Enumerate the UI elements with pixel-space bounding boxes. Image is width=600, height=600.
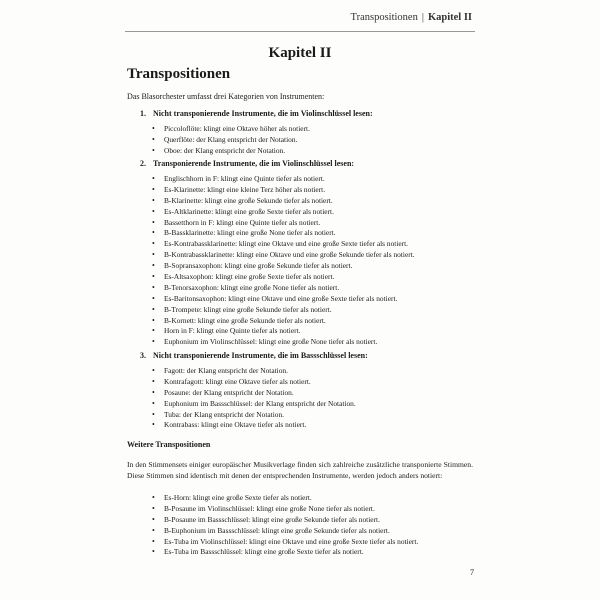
- list-item: • Es-Kontrabassklarinette: klingt eine Oktave und eine große Sexte tiefer als notiert.: [164, 239, 477, 250]
- instrument-list: [127, 124, 477, 157]
- group-number: 1.: [140, 109, 146, 118]
- list-item: • Es-Altklarinette: klingt eine große Sexte tiefer als notiert.: [164, 207, 477, 218]
- list-item: • B-Euphonium im Bassschlüssel: klingt eine große Sekunde tiefer als notiert.: [164, 526, 477, 537]
- list-item: • B-Sopransaxophon: klingt eine große Sekunde tiefer als notiert.: [164, 261, 477, 272]
- list-item: • B-Posaune im Violinschlüssel: klingt eine große None tiefer als notiert.: [164, 504, 477, 515]
- list-item: • Es-Tuba im Violinschlüssel: klingt eine Oktave und eine große Sexte tiefer als notiert.: [164, 537, 477, 548]
- list-item: • Querflöte: der Klang entspricht der Notation.: [164, 135, 477, 146]
- group-number: 2.: [140, 159, 146, 168]
- instrument-list: [127, 493, 477, 558]
- list-item: • Es-Klarinette: klingt eine kleine Terz höher als notiert.: [164, 185, 477, 196]
- further-transpositions-paragraph: In den Stimmensets einiger europäischer Musikverlage finden sich zahlreiche zusätzliche transponierte Stimmen. Diese Stimmen sind identisch mit denen der entsprechenden Instrumente, werden jedoch anders notiert:: [127, 460, 473, 480]
- list-item: • Kontrafagott: klingt eine Oktave tiefer als notiert.: [164, 377, 477, 388]
- list-item: • B-Kontrabassklarinette: klingt eine Oktave und eine große Sekunde tiefer als notiert.: [164, 250, 477, 261]
- list-item: • B-Bassklarinette: klingt eine große None tiefer als notiert.: [164, 228, 477, 239]
- list-item: • Euphonium im Bassschlüssel: der Klang entspricht der Notation.: [164, 399, 477, 410]
- instrument-group-2: [127, 158, 477, 348]
- list-item: • B-Trompete: klingt eine große Sekunde tiefer als notiert.: [164, 305, 477, 316]
- further-transpositions-group: [127, 493, 477, 558]
- list-item: • Kontrabass: klingt eine Oktave tiefer als notiert.: [164, 420, 477, 431]
- chapter-title: Kapitel II: [268, 45, 332, 61]
- list-item: • Es-Baritonsaxophon: klingt eine Oktave und eine große Sexte tiefer als notiert.: [164, 294, 477, 305]
- running-header-section: Transpositionen: [350, 12, 418, 23]
- section-title: Transpositionen: [127, 66, 231, 82]
- group-heading-text: Nicht transponierende Instrumente, die im Violinschlüssel lesen:: [153, 109, 373, 118]
- instrument-list: [127, 366, 477, 431]
- page-number: 7: [470, 568, 474, 577]
- list-item: • Es-Horn: klingt eine große Sexte tiefer als notiert.: [164, 493, 477, 504]
- list-item: • B-Kornett: klingt eine große Sekunde tiefer als notiert.: [164, 316, 477, 327]
- list-item: • Euphonium im Violinschlüssel: klingt eine große None tiefer als notiert.: [164, 337, 477, 348]
- group-heading-text: Nicht transponierende Instrumente, die im Bassschlüssel lesen:: [153, 351, 368, 360]
- instrument-group-3: [127, 350, 477, 431]
- group-heading-text: Transponierende Instrumente, die im Violinschlüssel lesen:: [153, 159, 355, 168]
- instrument-group-1: [127, 108, 477, 157]
- list-item: • Tuba: der Klang entspricht der Notation.: [164, 410, 477, 421]
- list-item: • Oboe: der Klang entspricht der Notation.: [164, 146, 477, 157]
- group-heading: [127, 108, 477, 120]
- list-item: • B-Klarinette: klingt eine große Sekunde tiefer als notiert.: [164, 196, 477, 207]
- instrument-list: [127, 174, 477, 348]
- list-item: • Fagott: der Klang entspricht der Notation.: [164, 366, 477, 377]
- running-header: [351, 12, 472, 23]
- list-item: • Bassetthorn in F: klingt eine Quinte tiefer als notiert.: [164, 218, 477, 229]
- group-heading: [127, 158, 477, 170]
- list-item: • B-Tenorsaxophon: klingt eine große None tiefer als notiert.: [164, 283, 477, 294]
- list-item: • B-Posaune im Bassschlüssel: klingt eine große Sekunde tiefer als notiert.: [164, 515, 477, 526]
- list-item: • Piccoloflöte: klingt eine Oktave höher als notiert.: [164, 124, 477, 135]
- list-item: • Englischhorn in F: klingt eine Quinte tiefer als notiert.: [164, 174, 477, 185]
- group-number: 3.: [140, 351, 146, 360]
- list-item: • Es-Tuba im Bassschlüssel: klingt eine große Sexte tiefer als notiert.: [164, 547, 477, 558]
- running-header-separator: |: [421, 12, 424, 23]
- list-item: • Horn in F: klingt eine Quinte tiefer als notiert.: [164, 326, 477, 337]
- running-header-chapter: Kapitel II: [427, 12, 472, 23]
- intro-text: Das Blasorchester umfasst drei Kategorien von Instrumenten:: [127, 92, 325, 101]
- further-transpositions-heading: Weitere Transpositionen: [127, 440, 211, 449]
- header-rule: [125, 31, 475, 32]
- group-heading: [127, 350, 477, 362]
- list-item: • Posaune: der Klang entspricht der Notation.: [164, 388, 477, 399]
- list-item: • Es-Altsaxophon: klingt eine große Sexte tiefer als notiert.: [164, 272, 477, 283]
